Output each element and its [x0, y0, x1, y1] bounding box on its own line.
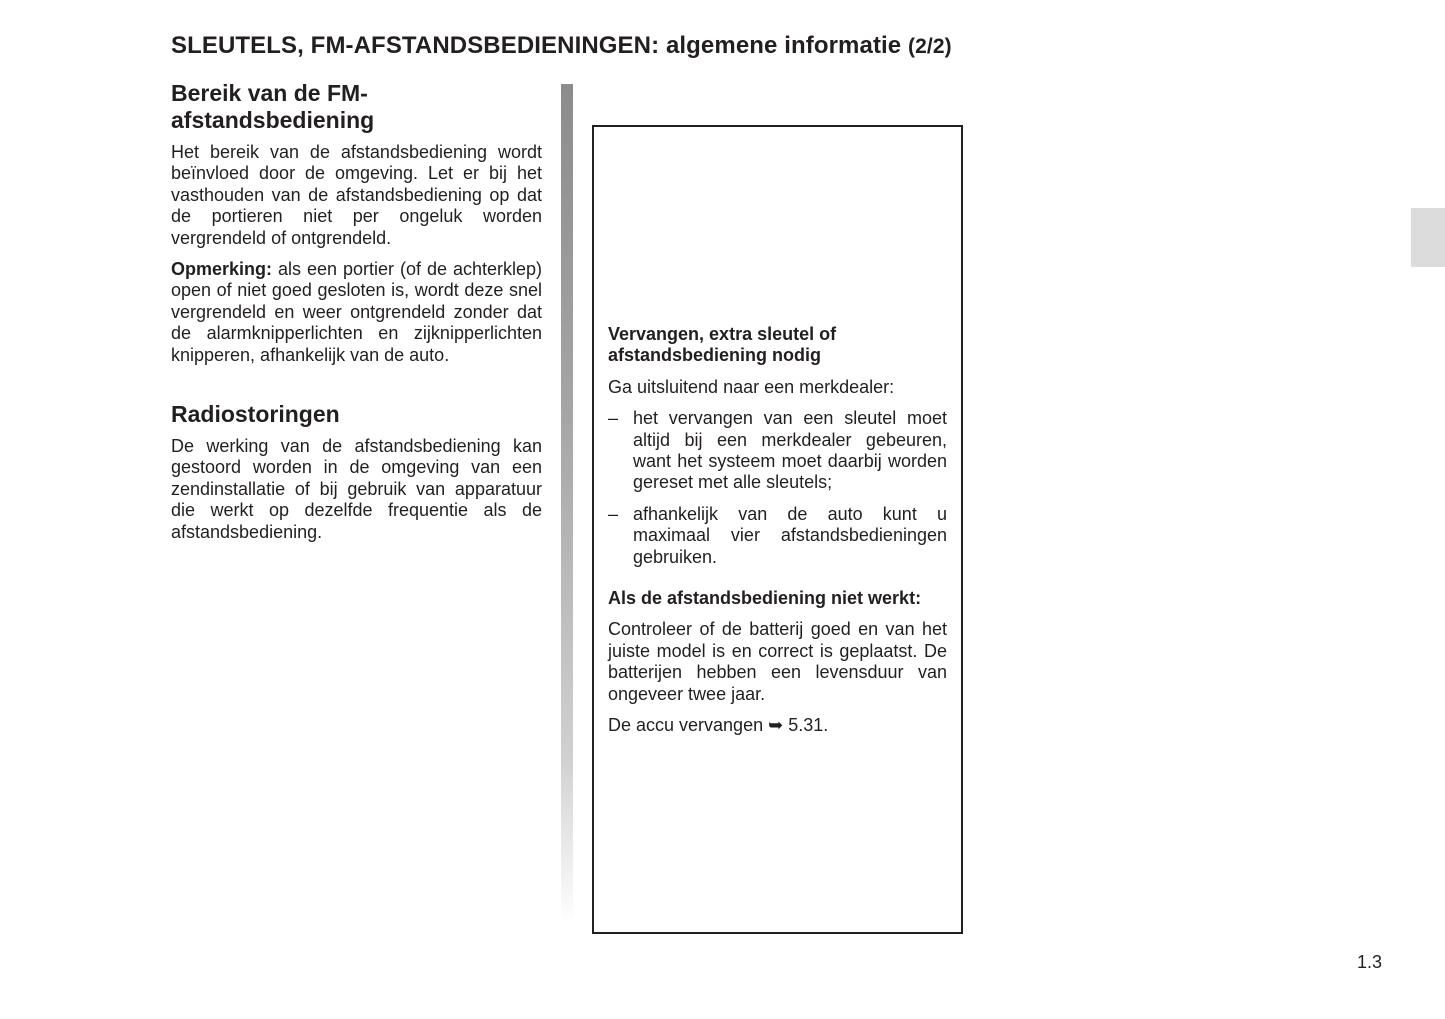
- info-battery-paragraph: Controleer of de batterij goed en van het juiste model is en correct is geplaatst. De batterijen hebben een levensduur van ongeveer twee jaar.: [608, 619, 947, 704]
- section-heading-radio: Radiostoringen: [171, 401, 340, 428]
- list-item-text: afhankelijk van de auto kunt u maximaal vier afstandsbedieningen gebruiken.: [633, 503, 947, 567]
- info-intro: Ga uitsluitend naar een merkdealer:: [608, 376, 895, 397]
- list-item: [608, 408, 947, 494]
- info-box: [592, 125, 963, 934]
- list-item: [608, 504, 947, 568]
- info-reference: [608, 715, 947, 736]
- reference-page-link[interactable]: 5.31.: [788, 715, 829, 736]
- column-divider-bar: [561, 84, 573, 924]
- page-number: 1.3: [1357, 952, 1383, 972]
- info-box-content: [608, 324, 947, 747]
- page-title-part: (2/2): [908, 35, 952, 58]
- reference-arrow-icon: ➥: [768, 715, 784, 736]
- range-note-label: Opmerking:: [171, 259, 273, 280]
- page-title-main: SLEUTELS, FM-AFSTANDSBEDIENINGEN: algemene informatie: [171, 32, 902, 59]
- chapter-side-tab: [1411, 208, 1445, 267]
- info-heading-replacement: Vervangen, extra sleutel of afstandsbediening nodig: [608, 324, 837, 366]
- list-item-text: het vervangen van een sleutel moet altijd bij een merkdealer gebeuren, want het systeem moet daarbij worden gereset met alle sleutels;: [633, 408, 947, 493]
- page-title: [171, 32, 1221, 60]
- range-note-text: als een portier (of de achterklep) open of niet goed gesloten is, wordt deze snel vergrendeld en weer ontgrendeld zonder dat de alarmknipperlichten en zijknipperlichten knipperen, afhankelijk van de auto.: [171, 259, 542, 365]
- left-column: [171, 80, 542, 553]
- reference-text: De accu vervangen: [608, 715, 764, 736]
- radio-paragraph: De werking van de afstandsbediening kan gestoord worden in de omgeving van een zendinstallatie of bij gebruik van apparatuur die werkt op dezelfde frequentie als de afstandsbediening.: [171, 436, 542, 542]
- range-paragraph: Het bereik van de afstandsbediening wordt beïnvloed door de omgeving. Let er bij het vasthouden van de afstandsbediening op dat de portieren niet per ongeluk worden vergrendeld of ontgrendeld.: [171, 142, 542, 248]
- section-heading-range: [171, 80, 542, 134]
- bullet-dash: –: [608, 408, 619, 429]
- section-heading-range-line2: afstandsbediening: [171, 107, 375, 133]
- info-heading-not-working: Als de afstandsbediening niet werkt:: [608, 588, 922, 609]
- info-bullet-list: [608, 408, 947, 568]
- section-heading-range-line1: Bereik van de FM-: [171, 80, 368, 106]
- bullet-dash: –: [608, 503, 619, 524]
- range-note: [171, 259, 542, 366]
